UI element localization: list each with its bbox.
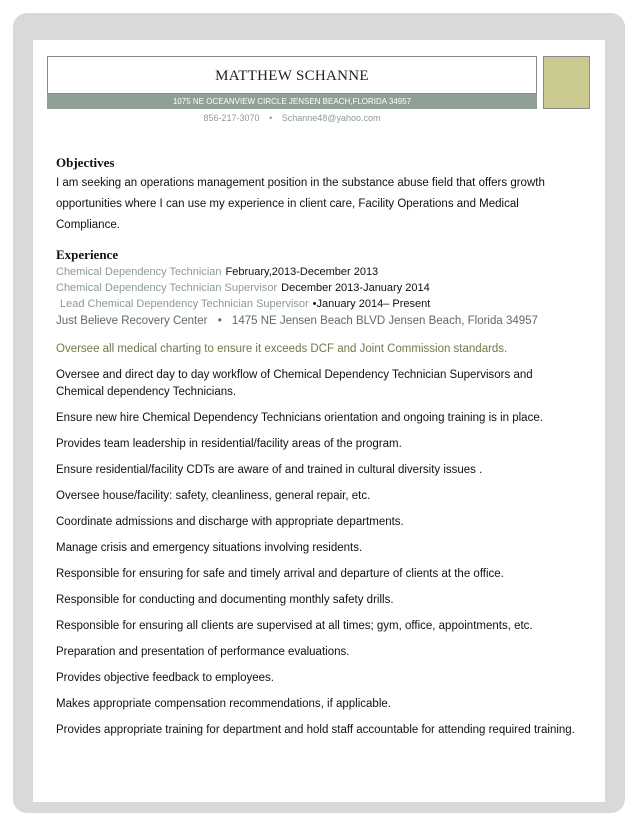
contact-line bbox=[47, 111, 537, 125]
address-bar bbox=[47, 94, 537, 109]
duty-item: Provides appropriate training for department and hold staff accountable for attending required training. bbox=[56, 724, 575, 736]
decorative-square bbox=[543, 56, 590, 109]
duty-item: Responsible for ensuring all clients are supervised at all times; gym, office, appointments, etc. bbox=[56, 620, 533, 632]
job-dates: •January 2014– Present bbox=[312, 298, 431, 310]
job-entry bbox=[56, 264, 576, 280]
job-title: Lead Chemical Dependency Technician Supervisor bbox=[60, 298, 309, 310]
bullet-separator: • bbox=[269, 113, 273, 123]
duty-item: Oversee and direct day to day workflow of Chemical Dependency Technician Supervisors and Chemical dependency Technicians. bbox=[56, 369, 533, 398]
duty-item: Manage crisis and emergency situations involving residents. bbox=[56, 542, 363, 554]
objectives-heading: Objectives bbox=[56, 155, 115, 170]
address-text: 1075 NE OCEANVIEW CIRCLE JENSEN BEACH,FLORIDA 34957 bbox=[172, 97, 412, 106]
duty-item: Makes appropriate compensation recommendations, if applicable. bbox=[56, 698, 391, 710]
duty-item: Coordinate admissions and discharge with appropriate departments. bbox=[56, 516, 404, 528]
job-dates: February,2013-December 2013 bbox=[225, 266, 379, 278]
email-text: Schanne48@yahoo.com bbox=[281, 113, 381, 123]
duty-item: Responsible for conducting and documenting monthly safety drills. bbox=[56, 594, 394, 606]
duty-item: Provides team leadership in residential/facility areas of the program. bbox=[56, 438, 402, 450]
resume-content bbox=[56, 154, 576, 739]
employer-name: Just Believe Recovery Center bbox=[56, 315, 208, 327]
job-entry bbox=[56, 296, 576, 312]
name-header bbox=[47, 56, 537, 94]
job-title: Chemical Dependency Technician bbox=[56, 266, 222, 278]
duty-item: Ensure residential/facility CDTs are aware of and trained in cultural diversity issues . bbox=[56, 464, 483, 476]
bullet-separator: • bbox=[217, 315, 222, 327]
employer-line bbox=[56, 312, 576, 330]
highlight-duty: Oversee all medical charting to ensure it exceeds DCF and Joint Commission standards. bbox=[56, 343, 508, 355]
duty-item: Preparation and presentation of performance evaluations. bbox=[56, 646, 350, 658]
phone-text: 856-217-3070 bbox=[203, 113, 260, 123]
duty-item: Ensure new hire Chemical Dependency Technicians orientation and ongoing training is in place. bbox=[56, 412, 543, 424]
job-entry bbox=[56, 280, 576, 296]
duty-item: Responsible for ensuring for safe and timely arrival and departure of clients at the office. bbox=[56, 568, 504, 580]
applicant-name: MATTHEW SCHANNE bbox=[215, 68, 369, 84]
job-dates: December 2013-January 2014 bbox=[281, 282, 430, 294]
objective-text: I am seeking an operations management position in the substance abuse field that offers growth opportunities where I can use my experience in client care, Facility Operations and Medical Compliance. bbox=[56, 177, 545, 231]
duty-item: Provides objective feedback to employees. bbox=[56, 672, 274, 684]
employer-address: 1475 NE Jensen Beach BLVD Jensen Beach, Florida 34957 bbox=[231, 315, 538, 327]
job-title: Chemical Dependency Technician Supervisor bbox=[56, 282, 278, 294]
duty-item: Oversee house/facility: safety, cleanliness, general repair, etc. bbox=[56, 490, 371, 502]
experience-heading: Experience bbox=[56, 247, 119, 262]
